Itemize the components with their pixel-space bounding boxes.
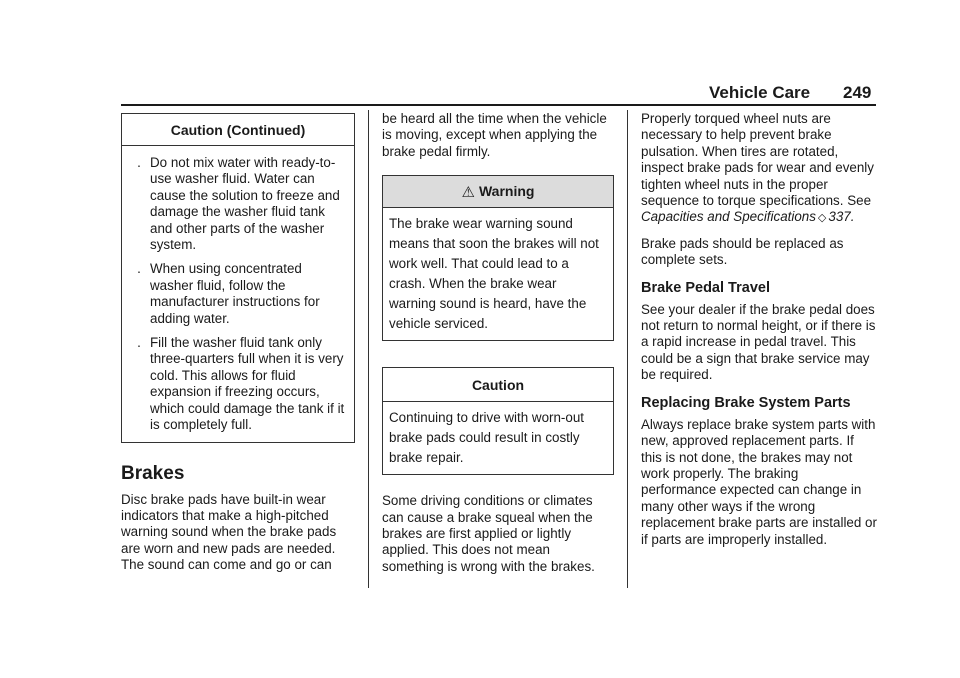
torque-paragraph-text: Properly torqued wheel nuts are necessary to help prevent brake pulsation. When tires are rotated, inspect brake pads for wear and evenly tighten wheel nuts in the proper sequence to torque specifications. See bbox=[641, 111, 874, 209]
brake-squeal-paragraph: Some driving conditions or climates can cause a brake squeal when the brakes are first applied or lightly applied. This does not mean something is wrong with the brakes. bbox=[382, 493, 595, 574]
replacing-brake-parts-paragraph: Always replace brake system parts with new, approved replacement parts. If this is not done, the brakes may not work properly. The braking performance expected can change in many other ways if the wrong replacement brake parts are installed or if parts are improperly installed. bbox=[641, 416, 877, 547]
running-header-title: Vehicle Care bbox=[709, 83, 811, 102]
replacing-brake-parts-heading: Replacing Brake System Parts bbox=[641, 394, 851, 411]
caution-box bbox=[382, 367, 614, 475]
caution-bullet-text: Fill the washer fluid tank only three-quarters full when it is very cold. This allows for fluid expansion if freezing occurs, which could damage the tank if it is completely full. bbox=[150, 335, 345, 433]
column-divider-1 bbox=[368, 110, 369, 588]
brake-pedal-travel-paragraph: See your dealer if the brake pedal does not return to normal height, or if there is a rapid increase in pedal travel. This could be a sign that brake service may be required. bbox=[641, 301, 876, 383]
period: . bbox=[850, 209, 855, 225]
column-divider-2 bbox=[627, 110, 628, 588]
column-2 bbox=[382, 111, 614, 575]
caution-continued-body bbox=[122, 146, 354, 442]
brakes-intro-paragraph: Disc brake pads have built-in wear indicators that make a high-pitched warning sound when the brake pads are worn and new pads are needed. The sound can come and go or can bbox=[121, 491, 337, 573]
capacities-specifications-link[interactable]: Capacities and Specifications bbox=[641, 209, 816, 225]
column-3 bbox=[641, 111, 877, 548]
caution-continued-box bbox=[121, 113, 355, 443]
warning-icon: ⚠︎ bbox=[461, 184, 475, 202]
warning-heading-text: Warning bbox=[478, 183, 535, 200]
caution-bullet bbox=[128, 155, 346, 253]
caution-text: Continuing to drive with worn-out brake pads could result in costly brake repair. bbox=[389, 410, 585, 466]
caution-continued-heading: Caution (Continued) bbox=[122, 114, 354, 146]
torque-page-ref[interactable]: 337 bbox=[828, 209, 851, 225]
brakes-heading: Brakes bbox=[121, 462, 185, 484]
torque-paragraph bbox=[641, 111, 877, 227]
replace-sets-paragraph: Brake pads should be replaced as complete sets. bbox=[641, 235, 844, 268]
bullet-marker: . bbox=[137, 335, 141, 351]
brake-pedal-travel-heading: Brake Pedal Travel bbox=[641, 279, 770, 296]
caution-heading: Caution bbox=[383, 368, 613, 402]
column-1 bbox=[121, 113, 355, 574]
caution-bullet bbox=[128, 261, 346, 327]
bullet-marker: . bbox=[137, 155, 141, 170]
header-rule bbox=[121, 104, 876, 106]
warning-body bbox=[383, 208, 613, 340]
warning-box bbox=[382, 175, 614, 341]
caution-bullet-text: When using concentrated washer fluid, follow the manufacturer instructions for adding water. bbox=[150, 261, 320, 326]
warning-text: The brake wear warning sound means that soon the brakes will not work well. That could lead to a crash. When the brake wear warning sound is heard, have the vehicle serviced. bbox=[389, 216, 599, 332]
brakes-continuation-paragraph: be heard all the time when the vehicle is moving, except when applying the brake pedal firmly. bbox=[382, 111, 607, 159]
warning-heading bbox=[383, 176, 613, 208]
caution-body bbox=[383, 402, 613, 474]
page-reference-icon: ◇ bbox=[817, 212, 827, 225]
bullet-marker: . bbox=[137, 261, 141, 277]
caution-bullet-text: Do not mix water with ready-to-use washer fluid. Water can cause the solution to freeze and damage the washer fluid tank and other parts of the washer system. bbox=[150, 155, 340, 253]
caution-bullet bbox=[128, 335, 346, 433]
page-number: 249 bbox=[843, 83, 872, 102]
